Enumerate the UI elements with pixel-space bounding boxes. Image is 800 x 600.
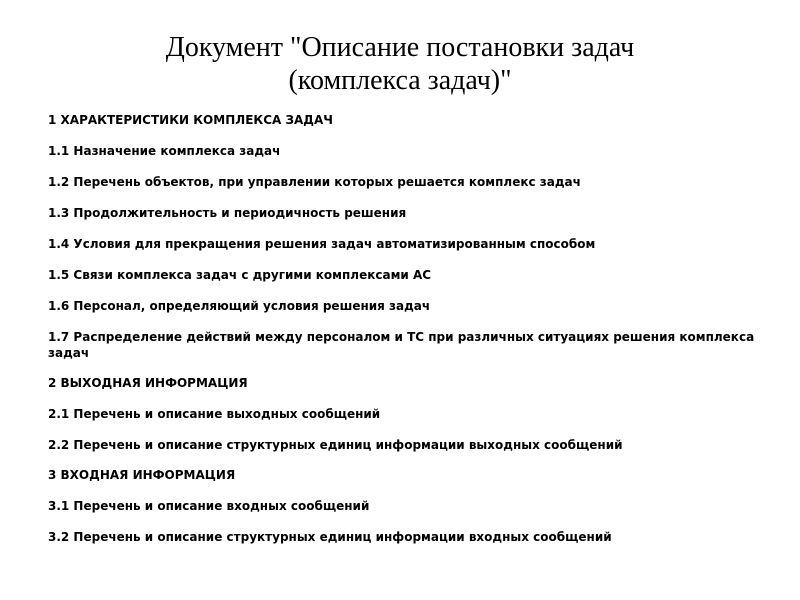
page-title xyxy=(0,31,800,97)
list-item: 1.2 Перечень объектов, при управлении которых решается комплекс задач xyxy=(48,175,581,189)
list-item: 1.3 Продолжительность и периодичность решения xyxy=(48,206,407,220)
title-line-2: (комплекса задач)" xyxy=(288,64,512,96)
list-item: 1.6 Персонал, определяющий условия решения задач xyxy=(48,299,431,313)
list-item: 3.2 Перечень и описание структурных единиц информации входных сообщений xyxy=(48,530,612,544)
section-heading: 2 ВЫХОДНАЯ ИНФОРМАЦИЯ xyxy=(48,376,248,390)
section-heading: 3 ВХОДНАЯ ИНФОРМАЦИЯ xyxy=(48,468,236,482)
list-item: 2.1 Перечень и описание выходных сообщений xyxy=(48,407,381,421)
list-item: 1.1 Назначение комплекса задач xyxy=(48,144,281,158)
list-item: 1.4 Условия для прекращения решения задач автоматизированным способом xyxy=(48,237,596,251)
list-item: 1.7 Распределение действий между персоналом и ТС при различных ситуациях решения комплекса задач xyxy=(48,330,755,360)
contents-list xyxy=(48,112,758,560)
section-heading: 1 ХАРАКТЕРИСТИКИ КОМПЛЕКСА ЗАДАЧ xyxy=(48,113,333,127)
list-item: 3.1 Перечень и описание входных сообщений xyxy=(48,499,370,513)
list-item: 1.5 Связи комплекса задач с другими комплексами АС xyxy=(48,268,432,282)
title-line-1: Документ "Описание постановки задач xyxy=(165,31,635,63)
list-item: 2.2 Перечень и описание структурных единиц информации выходных сообщений xyxy=(48,438,623,452)
